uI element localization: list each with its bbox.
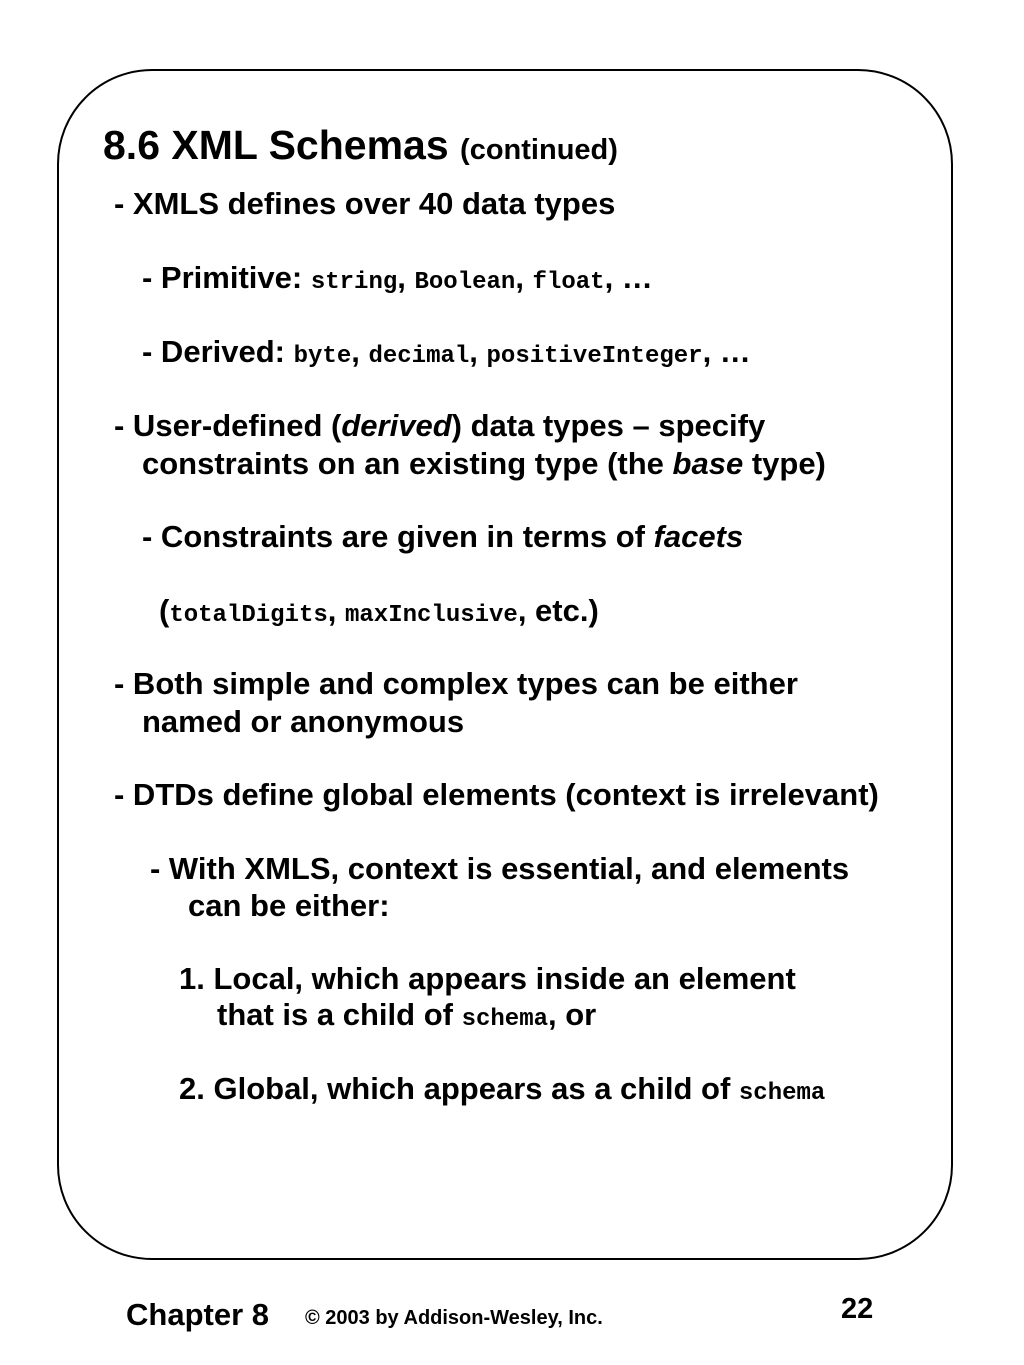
user-defined-line2-italic: base [672,446,744,481]
bullet-dtds: - DTDs define global elements (context is irrelevant) [114,777,879,812]
primitive-sep-3: , … [604,260,653,295]
constraints-text: - Constraints are given in terms of [142,519,654,554]
global-text: 2. Global, which appears as a child of [179,1071,739,1106]
footer-chapter: Chapter 8 [126,1297,269,1332]
global-schema: schema [738,1080,826,1107]
page-number: 22 [841,1293,874,1325]
footer-copyright: © 2003 by Addison-Wesley, Inc. [305,1307,603,1329]
primitive-type-2: Boolean [414,269,516,296]
list-item-local: 1. Local, which appears inside an element [179,961,796,996]
bullet-derived [142,334,751,375]
primitive-sep-1: , [397,260,415,295]
primitive-type-1: string [310,269,398,296]
facets-examples [159,593,599,634]
facets-open: ( [159,593,170,628]
bullet-xmls-data-types: - XMLS defines over 40 data types [114,186,616,221]
primitive-label: - Primitive: [142,260,311,295]
facets-sep-1: , [327,593,345,628]
bullet-user-defined [114,408,765,444]
derived-label: - Derived: [142,334,294,369]
primitive-sep-2: , [515,260,533,295]
bullet-primitive [142,260,653,301]
user-defined-line2-a: constraints on an existing type (the [142,446,673,481]
bullet-with-xmls: - With XMLS, context is essential, and elements [150,851,850,886]
facet-1: totalDigits [169,602,328,629]
derived-type-2: decimal [368,343,470,370]
local-line2-end: , or [548,997,597,1032]
slide-title [103,122,618,173]
facets-sep-2: , etc.) [517,593,599,628]
derived-sep-1: , [351,334,369,369]
derived-type-3: positiveInteger [486,343,703,370]
title-main: 8.6 XML Schemas [103,122,449,168]
primitive-type-3: float [532,269,605,296]
derived-type-1: byte [293,343,352,370]
bullet-with-xmls-line2: can be either: [188,888,390,923]
user-defined-text-b: ) data types – specify [451,408,766,443]
bullet-constraints [142,519,743,555]
derived-sep-3: , … [702,334,751,369]
user-defined-line2-b: type) [743,446,826,481]
list-item-global [179,1071,825,1112]
list-item-local-line2 [217,997,596,1038]
derived-sep-2: , [469,334,487,369]
user-defined-italic: derived [341,408,452,443]
local-line2-text: that is a child of [217,997,462,1032]
user-defined-text-a: - User-defined ( [114,408,342,443]
bullet-user-defined-line2 [142,446,826,482]
title-sub: (continued) [460,134,618,166]
facet-2: maxInclusive [345,602,518,629]
bullet-both-types-line2: named or anonymous [142,704,465,739]
local-schema: schema [461,1006,549,1033]
bullet-both-types: - Both simple and complex types can be either [114,666,798,701]
constraints-italic: facets [653,519,744,554]
